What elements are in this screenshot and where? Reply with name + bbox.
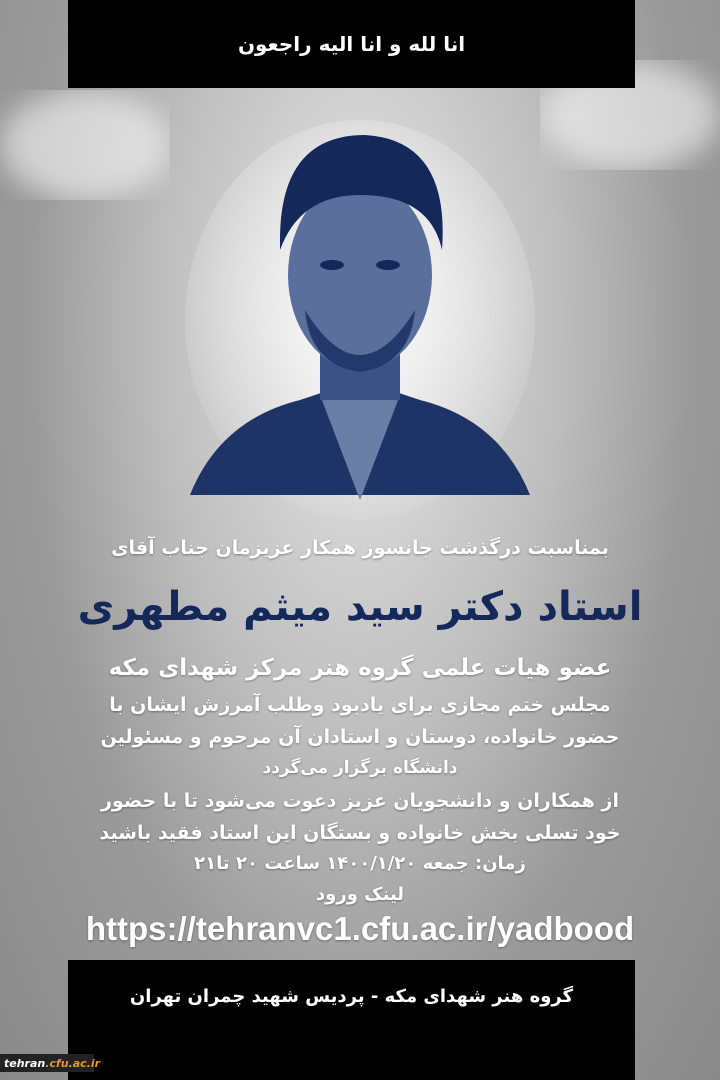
body-line: حضور خانواده، دوستان و استادان آن مرحوم و مسئولین	[100, 726, 620, 748]
time-text: زمان: جمعه ۱۴۰۰/۱/۲۰ ساعت ۲۰ تا۲۱	[194, 853, 526, 874]
footer-banner	[68, 960, 635, 1080]
body-line: دانشگاه برگزار می‌گردد	[262, 758, 458, 778]
watermark-logo	[0, 1054, 101, 1072]
cloud-decoration	[0, 90, 170, 200]
header-banner	[68, 0, 635, 88]
deceased-name: استاد دکتر سید میثم مطهری	[77, 584, 643, 630]
body-line: از همکاران و دانشجویان عزیز دعوت می‌شود تا با حضور	[100, 790, 619, 812]
body-line: خود تسلی بخش خانواده و بستگان این استاد فقید باشید	[99, 822, 621, 844]
verse-text: انا لله و انا الیه راجعون	[237, 32, 466, 56]
meeting-link[interactable]: https://tehranvc1.cfu.ac.ir/yadbood	[85, 910, 635, 947]
portrait-photo	[180, 100, 540, 520]
watermark-part2: .cfu.ac.ir	[45, 1056, 101, 1070]
body-line: مجلس ختم مجازی برای یادبود وطلب آمرزش ایشان با	[109, 694, 611, 716]
link-label: لینک ورود	[315, 884, 405, 905]
intro-text: بمناسبت درگذشت جانسوز همکار عزیزمان جناب آقای	[111, 537, 609, 559]
watermark-part1: tehran	[4, 1056, 46, 1070]
footer-text: گروه هنر شهدای مکه - پردیس شهید چمران تهران	[129, 986, 574, 1007]
position-text: عضو هیات علمی گروه هنر مرکز شهدای مکه	[108, 655, 612, 681]
